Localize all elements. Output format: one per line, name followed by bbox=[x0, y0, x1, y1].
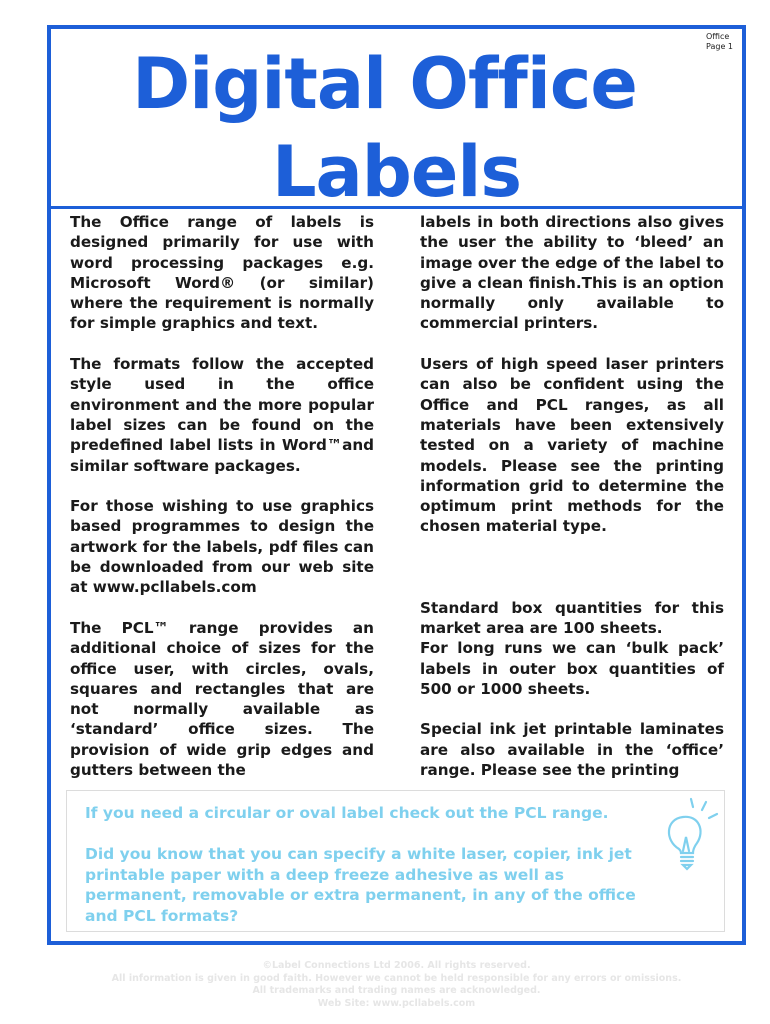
page-title-line-2: Labels bbox=[271, 131, 522, 213]
column-spacer bbox=[420, 557, 724, 598]
paragraph: The Office range of labels is designed primarily for use with word processing packages e.g. Microsoft Word® (or similar) where the requirement is normally for simple graphics and text. bbox=[70, 213, 374, 333]
disclaimer-text: All information is given in good faith. However we cannot be held responsible for any errors or omissions. bbox=[111, 972, 682, 984]
tip-box bbox=[66, 790, 725, 932]
right-column bbox=[420, 212, 724, 801]
paragraph: The PCL™ range provides an additional choice of sizes for the office user, with circles, ovals, squares and rectangles that are not normally available as ‘standard’ office sizes. The provision of wide grip edges and gutters between the bbox=[70, 618, 374, 780]
paragraph: Special ink jet printable laminates are also available in the ‘office’ range. Please see the printing bbox=[420, 720, 724, 780]
paragraph: For long runs we can ‘bulk pack’ labels in outer box quantities of 500 or 1000 sheets. bbox=[420, 639, 724, 698]
paragraph: labels in both directions also gives the user the ability to ‘bleed’ an image over the edge of the label to give a clean finish.This is an option normally only available to commercial printers. bbox=[420, 213, 724, 333]
copyright-text: ©Label Connections Ltd 2006. All rights reserved. bbox=[262, 960, 531, 971]
trademark-text: All trademarks and trading names are acknowledged. bbox=[252, 985, 541, 996]
lightbulb-icon bbox=[659, 797, 719, 877]
tip-line-pcl: If you need a circular or oval label check out the PCL range. bbox=[85, 804, 609, 822]
page-footer bbox=[47, 960, 746, 1010]
paragraph: Standard box quantities for this market area are 100 sheets. bbox=[420, 598, 724, 637]
paragraph: For those wishing to use graphics based programmes to design the artwork for the labels, pdf files can be downloaded from our web site at www.pcllabels.com bbox=[70, 497, 374, 597]
left-column bbox=[70, 212, 374, 801]
section-name: Office bbox=[706, 32, 730, 41]
paragraph: Users of high speed laser printers can also be confident using the Office and PCL ranges, as all materials have been extensively tested on a variety of machine models. Please see the printing information grid to determine the optimum print methods for the chosen material type. bbox=[420, 355, 724, 536]
page-number: Page 1 bbox=[706, 42, 733, 51]
tip-line-paper: Did you know that you can specify a white laser, copier, ink jet printable paper with a deep freeze adhesive as well as permanent, removable or extra permanent, in any of the office and PCL formats? bbox=[85, 845, 636, 925]
paragraph: The formats follow the accepted style used in the office environment and the more popular label sizes can be found on the predefined label lists in Word™and similar software packages. bbox=[70, 355, 374, 475]
page-title-line-1: Digital Office bbox=[132, 43, 637, 125]
website-text: Web Site: www.pcllabels.com bbox=[317, 997, 476, 1009]
